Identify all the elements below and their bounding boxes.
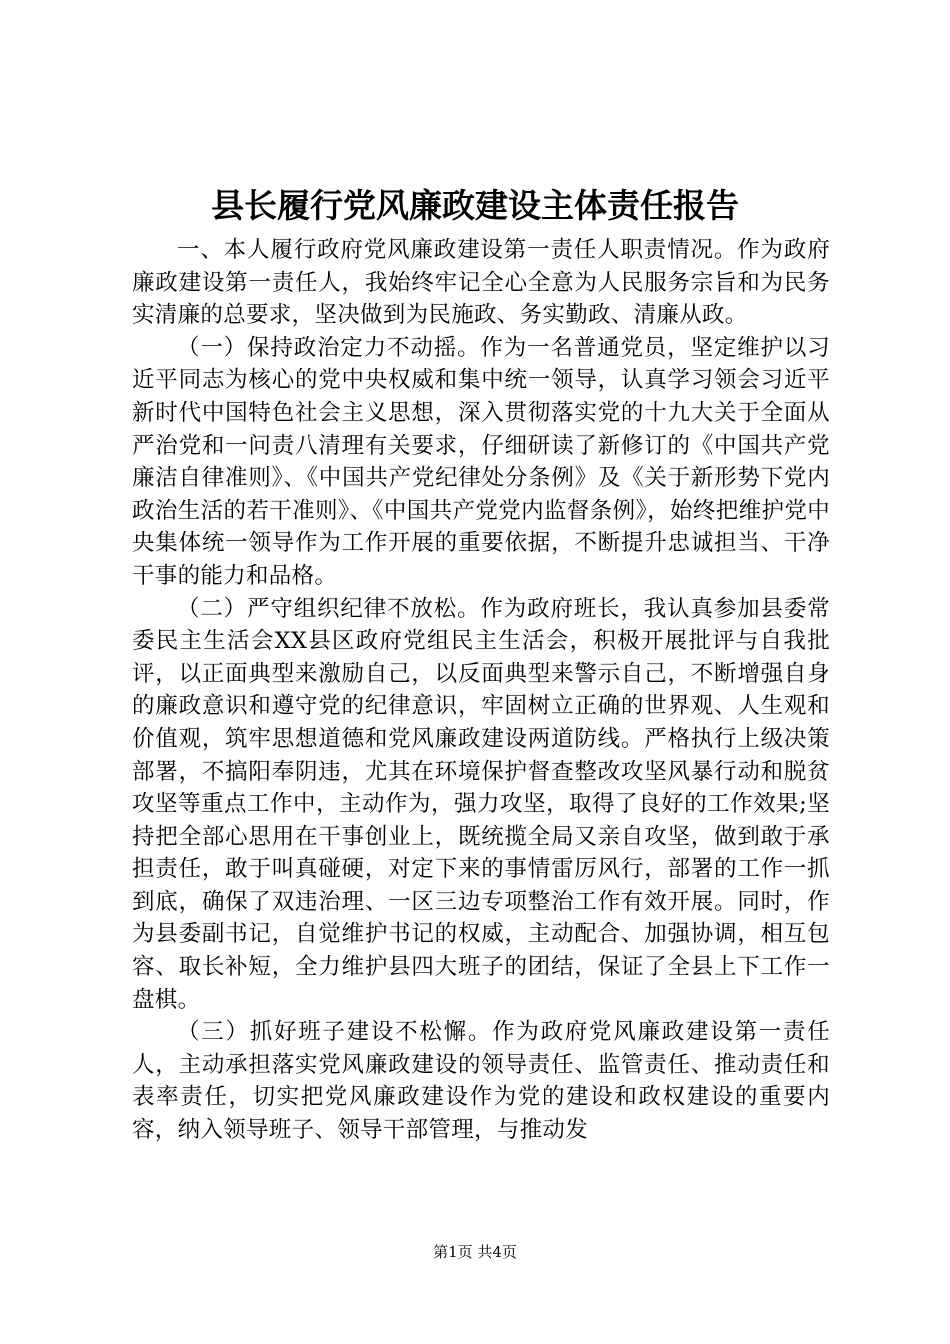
document-body [132, 234, 830, 1147]
paragraph: （二）严守组织纪律不放松。作为政府班长，我认真参加县委常委民主生活会XX县区政府党组民主生活会，积极开展批评与自我批评，以正面典型来激励自己，以反面典型来警示自己，不断增强自身的廉政意识和遵守党的纪律意识，牢固树立正确的世界观、人生观和价值观，筑牢思想道德和党风廉政建设两道防线。严格执行上级决策部署，不搞阳奉阴违，尤其在环境保护督查整改攻坚风暴行动和脱贫攻坚等重点工作中，主动作为，强力攻坚，取得了良好的工作效果;坚持把全部心思用在干事创业上，既统揽全局又亲自攻坚，做到敢于承担责任，敢于叫真碰硬，对定下来的事情雷厉风行，部署的工作一抓到底，确保了双违治理、一区三边专项整治工作有效开展。同时，作为县委副书记，自觉维护书记的权威，主动配合、加强协调，相互包容、取长补短，全力维护县四大班子的团结，保证了全县上下工作一盘棋。 [132, 595, 830, 1013]
document-title: 县长履行党风廉政建设主体责任报告 [211, 186, 739, 225]
paragraph: （一）保持政治定力不动摇。作为一名普通党员，坚定维护以习近平同志为核心的党中央权威和集中统一领导，认真学习领会习近平新时代中国特色社会主义思想，深入贯彻落实党的十九大关于全面从严治党和一问责八清理有关要求，仔细研读了新修订的《中国共产党廉洁自律准则》、《中国共产党纪律处分条例》及《关于新形势下党内政治生活的若干准则》、《中国共产党党内监督条例》，始终把维护党中央集体统一领导作为工作开展的重要依据，不断提升忠诚担当、干净干事的能力和品格。 [132, 334, 830, 589]
paragraph: （三）抓好班子建设不松懈。作为政府党风廉政建设第一责任人，主动承担落实党风廉政建设的领导责任、监管责任、推动责任和表率责任，切实把党风廉政建设作为党的建设和政权建设的重要内容，纳入领导班子、领导干部管理，与推动发 [132, 1019, 830, 1144]
page-footer: 第1页 共4页 [433, 1243, 517, 1261]
paragraph: 一、本人履行政府党风廉政建设第一责任人职责情况。作为政府廉政建设第一责任人，我始终牢记全心全意为人民服务宗旨和为民务实清廉的总要求，坚决做到为民施政、务实勤政、清廉从政。 [132, 237, 830, 329]
